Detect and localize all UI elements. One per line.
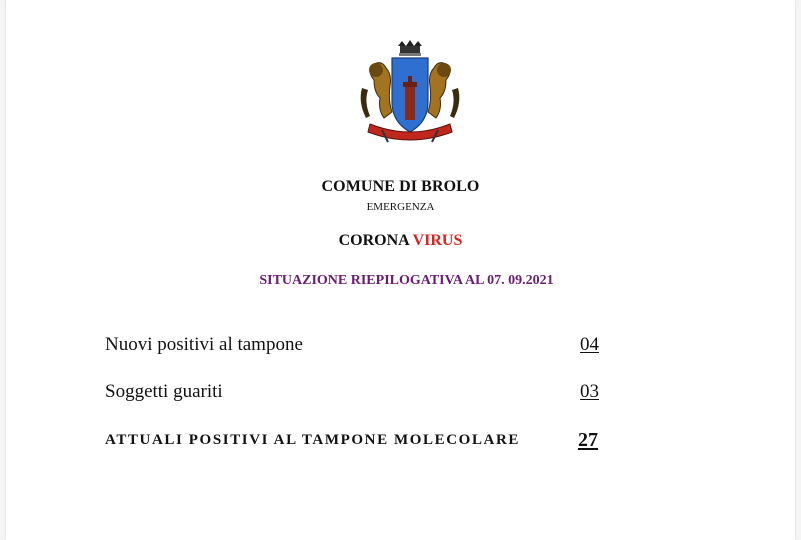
stat-value: 04 [580, 334, 599, 355]
stat-value: 03 [580, 381, 599, 402]
stat-label: ATTUALI POSITIVI AL TAMPONE MOLECOLARE [105, 432, 521, 448]
stat-row-nuovi-positivi [105, 334, 635, 358]
stat-value: 27 [578, 429, 598, 451]
crown-icon [398, 40, 422, 56]
stat-label: Soggetti guariti [105, 381, 223, 402]
document-page [6, 0, 795, 540]
situazione-heading: SITUAZIONE RIEPILOGATIVA AL 07. 09.2021 [259, 273, 554, 288]
coat-of-arms-icon [352, 40, 468, 152]
corona-virus-heading [6, 232, 795, 250]
comune-title: COMUNE DI BROLO [321, 178, 480, 195]
stat-row-attuali-positivi [105, 429, 635, 453]
virus-word: VIRUS [412, 232, 463, 249]
corona-word: CORONA [338, 232, 409, 249]
stat-row-guariti [105, 381, 635, 405]
stat-label: Nuovi positivi al tampone [105, 334, 303, 355]
emergenza-subtitle: EMERGENZA [366, 201, 435, 213]
